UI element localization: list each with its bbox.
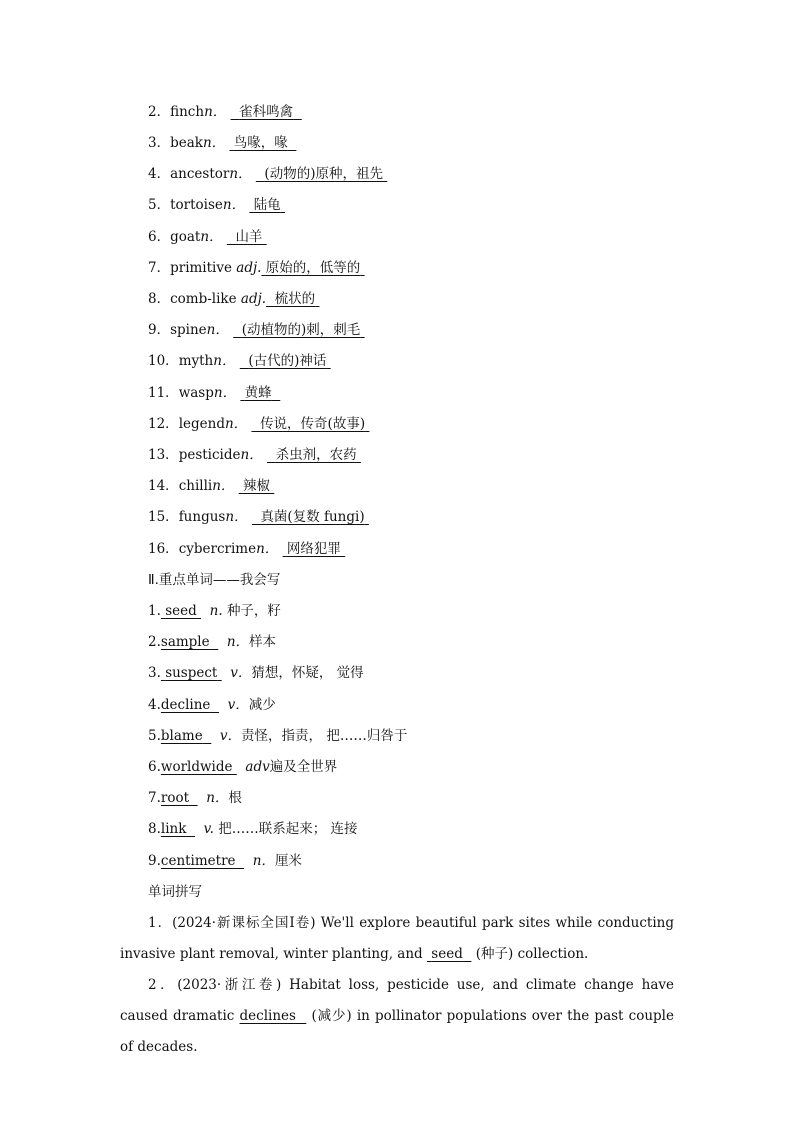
- vocab-word: spine: [170, 322, 207, 338]
- write-item: [148, 633, 276, 651]
- part-of-speech: v．: [219, 728, 242, 744]
- spelling-heading: 单词拼写: [148, 884, 202, 900]
- answer-blank: (古代的)神话: [248, 353, 327, 369]
- answer-blank: 杀虫剂，农药: [275, 447, 357, 463]
- part-of-speech: v．: [230, 665, 252, 681]
- vocab-item: [148, 540, 345, 558]
- write-item: [148, 696, 276, 714]
- write-item: [148, 727, 407, 745]
- vocab-item: [148, 384, 280, 402]
- answer-blank: 雀科鸣禽: [239, 104, 294, 120]
- answer-blank: 黄蜂: [244, 385, 272, 401]
- vocab-item: [148, 134, 296, 152]
- meaning: 根: [228, 790, 242, 806]
- vocab-item: [148, 259, 365, 277]
- answer-blank: sample: [160, 634, 210, 650]
- vocab-word: beak: [170, 135, 203, 151]
- answer-blank: declines: [239, 1008, 296, 1024]
- answer-blank: worldwide: [160, 759, 233, 775]
- answer-blank: seed: [431, 946, 463, 962]
- part-of-speech: n．: [212, 478, 235, 494]
- part-of-speech: n．: [225, 509, 248, 525]
- part-of-speech: adj.: [240, 291, 267, 307]
- answer-blank: blame: [160, 728, 203, 744]
- item-number: 13．: [148, 447, 179, 463]
- item-number: 3．: [148, 135, 171, 151]
- meaning: 把……联系起来； 连接: [218, 821, 358, 837]
- answer-blank: 辣椒: [243, 478, 271, 494]
- item-number: 8．: [148, 291, 171, 307]
- write-item: [148, 664, 364, 682]
- vocab-item: [148, 415, 369, 433]
- part-of-speech: n．: [206, 790, 229, 806]
- item-number: 4．: [148, 166, 171, 182]
- exercise-item: [120, 908, 674, 970]
- answer-blank: (动植物的)刺，刺毛: [241, 322, 361, 338]
- answer-blank: centimetre: [160, 853, 236, 869]
- part-of-speech: n．: [206, 322, 229, 338]
- vocab-item: [148, 321, 365, 339]
- meaning: 减少: [248, 697, 276, 713]
- part-of-speech: n．: [229, 166, 252, 182]
- item-number: 2.: [148, 634, 161, 650]
- meaning: 种子，籽: [226, 603, 281, 619]
- part-of-speech: n．: [200, 229, 223, 245]
- vocab-item: [148, 103, 302, 121]
- exercise-hint: (种子): [475, 946, 514, 962]
- part-of-speech: v．: [227, 697, 249, 713]
- vocab-item: [148, 446, 361, 464]
- exercise-number: 1．: [148, 915, 173, 931]
- exercise-source: (2023·浙江卷): [177, 977, 282, 993]
- item-number: 5．: [148, 197, 171, 213]
- meaning: 厘米: [274, 853, 302, 869]
- answer-blank: (动物的)原种，祖先: [264, 166, 383, 182]
- exercise-hint: (减少): [311, 1008, 352, 1024]
- part-of-speech: n．: [240, 447, 263, 463]
- meaning: 遍及全世界: [269, 759, 338, 775]
- vocab-word: primitive: [170, 260, 232, 276]
- item-number: 8.: [148, 821, 161, 837]
- answer-blank: 真菌(复数 fungi): [260, 509, 365, 525]
- vocab-word: tortoise: [170, 197, 223, 213]
- item-number: 5.: [148, 728, 161, 744]
- answer-blank: 陆龟: [253, 197, 281, 213]
- vocab-item: [148, 477, 274, 495]
- meaning: 责怪，指责， 把……归咎于: [241, 728, 408, 744]
- vocab-item: [148, 352, 331, 370]
- vocab-word: myth: [178, 353, 214, 369]
- vocab-word: ancestor: [170, 166, 230, 182]
- vocab-word: goat: [170, 229, 201, 245]
- answer-blank: 梳状的: [274, 291, 316, 307]
- vocab-word: wasp: [178, 385, 214, 401]
- part-of-speech: n．: [222, 197, 246, 213]
- answer-blank: link: [160, 821, 187, 837]
- item-number: 6．: [148, 229, 171, 245]
- part-of-speech: adv: [245, 759, 270, 775]
- vocab-word: cybercrime: [178, 541, 257, 557]
- vocab-item: [148, 228, 267, 246]
- vocab-word: finch: [170, 104, 205, 120]
- exercise-text: collection.: [513, 946, 589, 962]
- item-number: 10．: [148, 353, 179, 369]
- answer-blank: suspect: [165, 665, 218, 681]
- item-number: 4.: [148, 697, 161, 713]
- item-number: 7．: [148, 260, 171, 276]
- part-of-speech: n．: [256, 541, 279, 557]
- vocab-word: pesticide: [178, 447, 241, 463]
- part-of-speech: n．: [252, 853, 275, 869]
- item-number: 7.: [148, 790, 161, 806]
- exercise-text: We'll explore beautiful park sites while conducting invasive plant removal, winter planting, and: [120, 915, 674, 962]
- part-of-speech: n．: [202, 135, 226, 151]
- vocab-item: [148, 290, 319, 308]
- exercise-text: in pollinator populations over the past couple of decades.: [120, 1008, 674, 1055]
- part-of-speech: adj.: [236, 260, 262, 276]
- item-number: 3.: [148, 665, 161, 681]
- write-item: [148, 602, 281, 620]
- answer-blank: 网络犯罪: [286, 541, 341, 557]
- exercise-source: (2024·新课标全国Ⅰ卷): [172, 915, 316, 931]
- exercise-item: [120, 970, 674, 1063]
- item-number: 14．: [148, 478, 179, 494]
- write-item: [148, 789, 242, 807]
- answer-blank: 鸟喙，喙: [233, 135, 288, 151]
- item-number: 12．: [148, 416, 179, 432]
- vocab-word: fungus: [178, 509, 226, 525]
- item-number: 2．: [148, 104, 171, 120]
- meaning: 猜想，怀疑， 觉得: [251, 665, 364, 681]
- answer-blank: root: [160, 790, 190, 806]
- item-number: 6.: [148, 759, 161, 775]
- section-heading: Ⅱ.重点单词——我会写: [148, 572, 281, 588]
- vocab-item: [148, 196, 285, 214]
- meaning: 样本: [249, 634, 277, 650]
- exercise-text: Habitat loss, pesticide use, and climate change have caused dramatic: [120, 977, 675, 1024]
- vocab-word: chilli: [178, 478, 213, 494]
- item-number: 16．: [148, 541, 179, 557]
- answer-blank: 原始的，低等的: [265, 260, 361, 276]
- vocab-item: [148, 165, 387, 183]
- part-of-speech: v.: [203, 821, 214, 837]
- answer-blank: 传说，传奇(故事): [260, 416, 366, 432]
- item-number: 15．: [148, 509, 179, 525]
- vocab-word: legend: [178, 416, 225, 432]
- part-of-speech: n．: [213, 385, 237, 401]
- item-number: 9．: [148, 322, 171, 338]
- answer-blank: seed: [165, 603, 197, 619]
- vocab-item: [148, 508, 369, 526]
- part-of-speech: n．: [213, 353, 236, 369]
- item-number: 11．: [148, 385, 179, 401]
- vocab-word: comb-like: [170, 291, 237, 307]
- write-item: [148, 820, 358, 838]
- part-of-speech: n．: [224, 416, 248, 432]
- part-of-speech: n．: [204, 104, 227, 120]
- exercise-number: 2．: [148, 977, 178, 993]
- item-number: 1.: [148, 603, 161, 619]
- answer-blank: 山羊: [235, 229, 263, 245]
- part-of-speech: n.: [209, 603, 223, 619]
- part-of-speech: n．: [226, 634, 250, 650]
- write-item: [148, 758, 337, 776]
- item-number: 9.: [148, 853, 161, 869]
- answer-blank: decline: [160, 697, 211, 713]
- write-item: [148, 852, 302, 870]
